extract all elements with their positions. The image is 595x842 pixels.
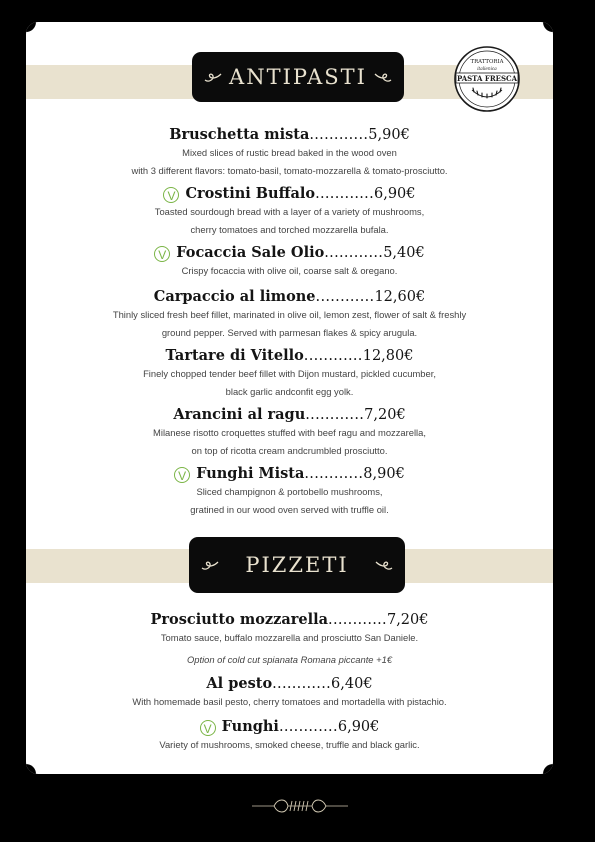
item-note: Option of cold cut spianata Romana piccante +1€ bbox=[186, 654, 393, 665]
item-price: 12,60€ bbox=[374, 289, 426, 305]
swash-left-icon bbox=[204, 71, 222, 83]
corner-notch bbox=[26, 764, 36, 774]
item-dots: ............ bbox=[315, 289, 375, 305]
item-dots: ............ bbox=[303, 348, 363, 364]
item-dots: ............ bbox=[324, 245, 384, 261]
item-description: Tomato sauce, buffalo mozzarella and prosciutto San Daniele. bbox=[160, 632, 419, 643]
item-price: 6,90€ bbox=[374, 186, 416, 202]
item-title bbox=[26, 185, 553, 203]
item-dots: ............ bbox=[315, 186, 374, 202]
item-description: Milanese risotto croquettes stuffed with beef ragu and mozzarella, bbox=[153, 427, 426, 438]
item-description: Sliced champignon & portobello mushrooms, bbox=[196, 486, 383, 497]
item-dots: ............ bbox=[309, 127, 369, 143]
item-dots: ............ bbox=[272, 676, 332, 692]
item-title bbox=[26, 675, 553, 693]
item-title bbox=[26, 244, 553, 262]
item-title bbox=[26, 611, 553, 629]
item-description: Variety of mushrooms, smoked cheese, truffle and black garlic. bbox=[159, 739, 420, 750]
item-description: With homemade basil pesto, cherry tomatoes and mortadella with pistachio. bbox=[132, 696, 447, 707]
item-price: 5,40€ bbox=[383, 245, 425, 261]
corner-notch bbox=[543, 764, 553, 774]
item-price: 7,20€ bbox=[364, 407, 406, 423]
item-price: 5,90€ bbox=[368, 127, 410, 143]
item-price: 7,20€ bbox=[386, 612, 429, 628]
item-description: cherry tomatoes and torched mozzarella bufala. bbox=[190, 224, 389, 235]
item-title bbox=[26, 126, 553, 144]
menu-item bbox=[26, 406, 553, 460]
item-title bbox=[26, 718, 553, 736]
item-name: Arancini al ragu bbox=[173, 406, 306, 423]
menu-item bbox=[26, 185, 553, 239]
item-description: Mixed slices of rustic bread baked in the wood oven bbox=[182, 147, 397, 158]
menu-item bbox=[26, 465, 553, 519]
item-dots: ............ bbox=[328, 612, 387, 628]
item-description: on top of ricotta cream andcrumbled prosciutto. bbox=[191, 445, 388, 456]
item-description: with 3 different flavors: tomato-basil, tomato-mozzarella & tomato-prosciutto. bbox=[131, 165, 448, 176]
vegetarian-icon: V bbox=[200, 720, 216, 736]
item-name: Tartare di Vitello bbox=[165, 347, 304, 364]
item-dots: ............ bbox=[305, 407, 365, 423]
menu-item bbox=[26, 718, 553, 754]
item-description: Thinly sliced fresh beef fillet, marinated in olive oil, lemon zest, flower of salt & freshly bbox=[112, 309, 467, 320]
vegetarian-icon: V bbox=[154, 246, 170, 262]
svg-text:PASTA FRESCA: PASTA FRESCA bbox=[456, 74, 518, 83]
corner-notch bbox=[543, 22, 553, 32]
section-title-antipasti: ANTIPASTI bbox=[229, 65, 367, 89]
item-price: 6,40€ bbox=[331, 676, 373, 692]
vegetarian-icon: V bbox=[174, 467, 190, 483]
item-title bbox=[26, 406, 553, 424]
corner-notch bbox=[26, 22, 36, 32]
item-title bbox=[26, 288, 553, 306]
item-description: gratined in our wood oven served with truffle oil. bbox=[190, 504, 389, 515]
item-price: 12,80€ bbox=[362, 348, 414, 364]
item-price: 6,90€ bbox=[337, 719, 380, 735]
item-dots: ............ bbox=[278, 719, 338, 735]
item-price: 8,90€ bbox=[363, 466, 405, 482]
pasta-fresca-stamp bbox=[454, 46, 520, 112]
item-name: Al pesto bbox=[206, 675, 273, 692]
item-name: Carpaccio al limone bbox=[153, 288, 316, 305]
item-description: Toasted sourdough bread with a layer of a variety of mushrooms, bbox=[154, 206, 425, 217]
menu-item bbox=[26, 675, 553, 711]
menu-item bbox=[26, 244, 553, 280]
item-name: Funghi bbox=[221, 718, 279, 735]
section-plaque-antipasti bbox=[192, 52, 404, 102]
menu-item bbox=[26, 126, 553, 180]
swash-right-icon bbox=[374, 71, 392, 83]
swash-right-icon bbox=[375, 559, 393, 571]
item-title bbox=[26, 347, 553, 365]
svg-text:TRATTORIA: TRATTORIA bbox=[470, 59, 504, 65]
section-title-pizzeti: PIZZETI bbox=[245, 553, 349, 577]
menu-item bbox=[26, 347, 553, 401]
item-dots: ............ bbox=[304, 466, 364, 482]
vegetarian-icon: V bbox=[163, 187, 179, 203]
item-name: Bruschetta mista bbox=[169, 126, 310, 143]
item-description: Finely chopped tender beef fillet with Dijon mustard, pickled cucumber, bbox=[143, 368, 436, 379]
menu-item bbox=[26, 611, 553, 669]
item-name: Focaccia Sale Olio bbox=[176, 244, 325, 261]
footer-ornament-icon bbox=[252, 796, 348, 816]
section-plaque-pizzeti bbox=[189, 537, 405, 593]
menu-card bbox=[26, 22, 553, 774]
swash-left-icon bbox=[201, 559, 219, 571]
item-name: Prosciutto mozzarella bbox=[150, 611, 329, 628]
item-name: Crostini Buffalo bbox=[185, 185, 316, 202]
item-description: black garlic andconfit egg yolk. bbox=[225, 386, 354, 397]
item-title bbox=[26, 465, 553, 483]
item-description: ground pepper. Served with parmesan flakes & spicy arugula. bbox=[161, 327, 418, 338]
svg-text:italienica: italienica bbox=[477, 66, 497, 71]
item-name: Funghi Mista bbox=[196, 465, 305, 482]
item-description: Crispy focaccia with olive oil, coarse salt & oregano. bbox=[181, 265, 398, 276]
menu-item bbox=[26, 288, 553, 342]
